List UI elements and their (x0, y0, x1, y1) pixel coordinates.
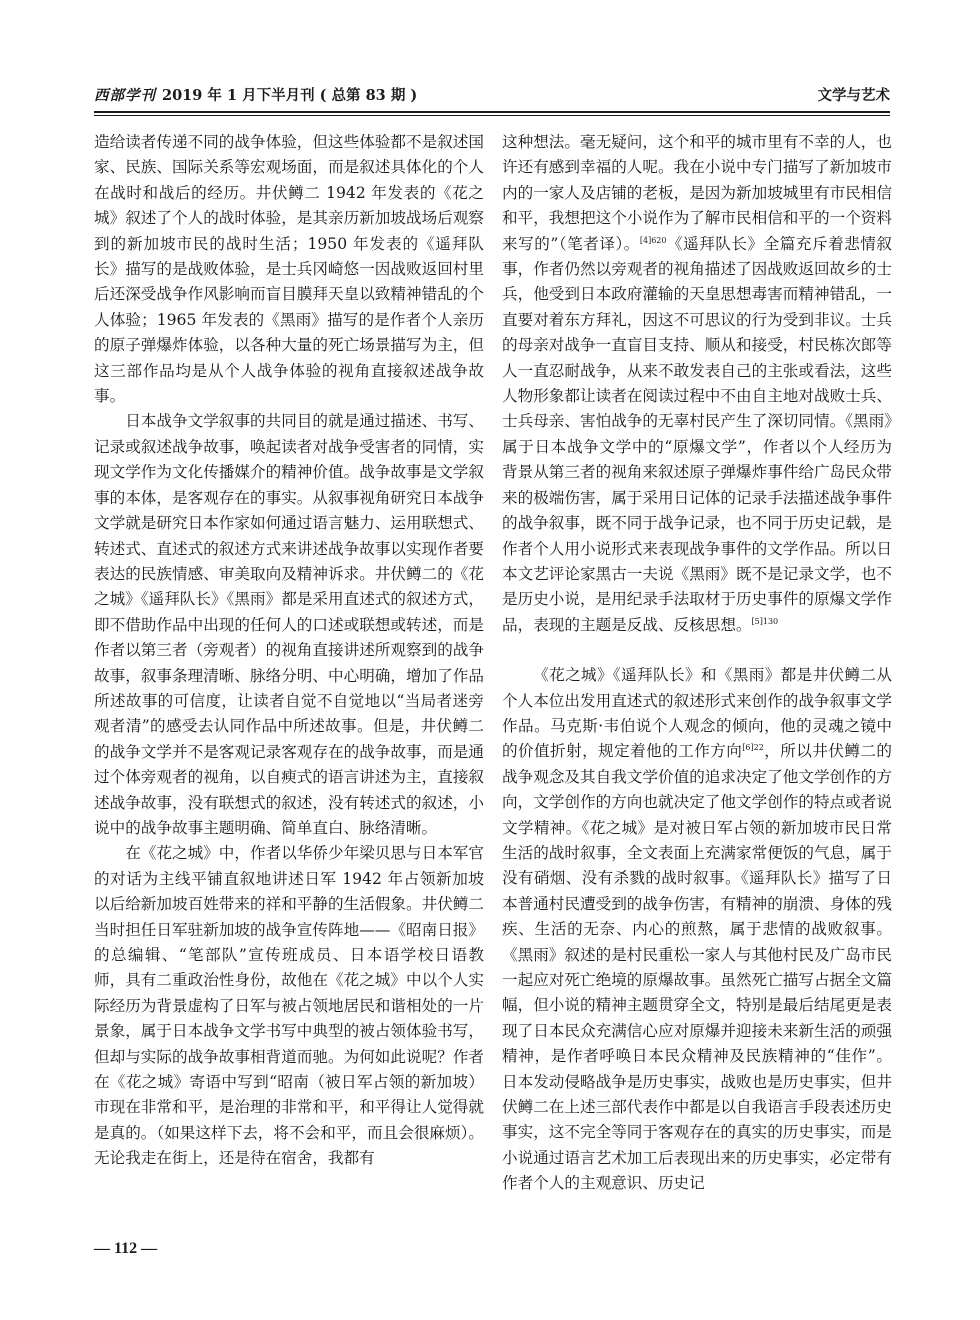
left-column (94, 130, 484, 1172)
journal-name: 西部学刊 (94, 87, 156, 104)
right-column (502, 130, 892, 1197)
citation-marker: [4]620 (639, 235, 667, 245)
paragraph: 日本战争文学叙事的共同目的就是通过描述、书写、记录或叙述战争故事，唤起读者对战争受害者的同情，实现文学作为文化传播媒介的精神价值。战争故事是文学叙事的本体，是客观存在的事实。从叙事视角研究日本战争文学就是研究日本作家如何通过语言魅力、运用联想式、转述式、直述式的叙述方式来讲述战争故事以实现作者要表达的民族情感、审美取向及精神诉求。井伏鳟二的《花之城》《遥拜队长》《黑雨》都是采用直述式的叙述方式，即不借助作品中出现的任何人的口述或联想或转述，而是作者以第三者（旁观者）的视角直接讲述所观察到的战争故事，叙事条理清晰、脉络分明、中心明确，增加了作品所述故事的可信度，让读者自觉不自觉地以“当局者迷旁观者清”的感受去认同作品中所述故事。但是，井伏鳟二的战争文学并不是客观记录客观存在的战争故事，而是通过个体旁观者的视角，以自瘐式的语言讲述为主，直接叙述战争故事，没有联想式的叙述，没有转述式的叙述，小说中的战争故事主题明确、简单直白、脉络清晰。 (94, 412, 484, 837)
paragraph: 造给读者传递不同的战争体验，但这些体验都不是叙述国家、民族、国际关系等宏观场面，而是叙述具体化的个人在战时和战后的经历。井伏鳟二 1942 年发表的《花之城》叙述了个人的战时体验，是其亲历新加坡战场后观察到的新加坡市民的战时生活；1950 年发表的《遥拜队长》描写的是战败体验，是士兵冈崎悠一因战败返回村里后还深受战争作风影响而盲目膜拜天皇以致精神错乱的个人体验；1965 年发表的《黑雨》描写的是作者个人亲历的原子弹爆炸体验，以各种大量的死亡场景描写为主，但这三部作品均是从个人战争体验的视角直接叙述战争故事。 (94, 133, 484, 406)
paragraph-text: ，所以井伏鳟二的战争观念及其自我文学价值的追求决定了他文学创作的方向，文学创作的方向也就决定了他文学创作的特点或者说文学精神。《花之城》是对被日军占领的新加坡市民日常生活的战时叙事，全文表面上充满家常便饭的气息，属于没有硝烟、没有杀戮的战时叙事。《遥拜队长》描写了日本普通村民遭受到的战争伤害，有精神的崩溃、身体的残疾、生活的无奈、内心的煎熬，属于悲情的战败叙事。《黑雨》叙述的是村民重松一家人与其他村民及广岛市民一起应对死亡绝境的原爆故事。虽然死亡描写占据全文篇幅，但小说的精神主题贯穿全文，特别是最后结尾更是表现了日本民众充满信心应对原爆并迎接未来新生活的顽强精神，是作者呼唤日本民众精神及民族精神的“佳作”。日本发动侵略战争是历史事实，战败也是历史事实，但井伏鳟二在上述三部代表作中都是以自我语言手段表述历史事实，这不完全等同于客观存在的真实的历史事实，而是小说通过语言艺术加工后表现出来的历史事实，必定带有作者个人的主观意识、历史记 (502, 742, 892, 1193)
header-journal-info (94, 84, 417, 105)
running-header (94, 84, 890, 108)
paragraph-text: 《遥拜队长》全篇充斥着悲情叙事，作者仍然以旁观者的视角描述了因战败返回故乡的士兵，他受到日本政府灌输的天皇思想毒害而精神错乱，一直要对着东方拜礼，因这不可思议的行为受到非议。士兵的母亲对战争一直盲目支持、顺从和接受，村民栋次郎等人一直忍耐战争，从来不敢发表自己的主张或看法，这些人物形象都让读者在阅读过程中不由自主地对战败士兵、士兵母亲、害怕战争的无辜村民产生了深切同情。《黑雨》属于日本战争文学中的“原爆文学”，作者以个人经历为背景从第三者的视角来叙述原子弹爆炸事件给广岛民众带来的极端伤害，属于采用日记体的记录手法描述战争事件的战争叙事，既不同于战争记录，也不同于历史记载，是作者个人用小说形式来表现战争事件的文学作品。所以日本文艺评论家黑古一夫说《黑雨》既不是记录文学，也不是历史小说，是用纪录手法取材于历史事件的原爆文学作品，表现的主题是反战、反核思想。 (502, 234, 892, 634)
paragraph-text: 这种想法。毫无疑问，这个和平的城市里有不幸的人，也许还有感到幸福的人呢。我在小说中专门描写了新加坡市内的一家人及店铺的老板，是因为新加坡城里有市民相信和平，我想把这个小说作为了解市民相信和平的一个资料来写的”（笔者译）。 (502, 133, 892, 253)
page-number: — 112 — (94, 1240, 158, 1257)
section-title: 文学与艺术 (817, 87, 890, 104)
paragraph (502, 663, 892, 1197)
header-rule-thin (94, 115, 890, 116)
paragraph: 在《花之城》中，作者以华侨少年梁贝思与日本军官的对话为主线平铺直叙地讲述日军 1942 年占领新加坡以后给新加坡百姓带来的祥和平静的生活假象。井伏鳟二当时担任日军驻新加坡的战争宣传阵地——《昭南日报》的总编辑、“笔部队”宣传班成员、日本语学校日语教师，具有二重政治性身份，故他在《花之城》中以个人实际经历为背景虚构了日军与被占领地居民和谐相处的一片景象，属于日本战争文学书写中典型的被占领体验书写，但却与实际的战争故事相背道而驰。为何如此说呢？作者在《花之城》寄语中写到“昭南（被日军占领的新加坡）市现在非常和平，是治理的非常和平，和平得让人觉得就是真的。（如果这样下去，将不会和平，而且会很麻烦）。无论我走在街上，还是待在宿舍，我都有 (94, 844, 484, 1168)
paragraph-text: 《花之城》《遥拜队长》和《黑雨》都是井伏鳟二从个人本位出发用直述式的叙述形式来创作的战争叙事文学作品。马克斯·韦伯说个人观念的倾向，他的灵魂之镜中的价值折射，规定着他的工作方向 (502, 666, 892, 761)
issue-info: 2019 年 1 月下半月刊 ( 总第 83 期 ) (162, 87, 418, 104)
citation-marker: [5]130 (751, 616, 779, 626)
header-rule-thick (94, 111, 890, 113)
citation-marker: [6]22 (742, 743, 764, 753)
paragraph (502, 130, 892, 638)
